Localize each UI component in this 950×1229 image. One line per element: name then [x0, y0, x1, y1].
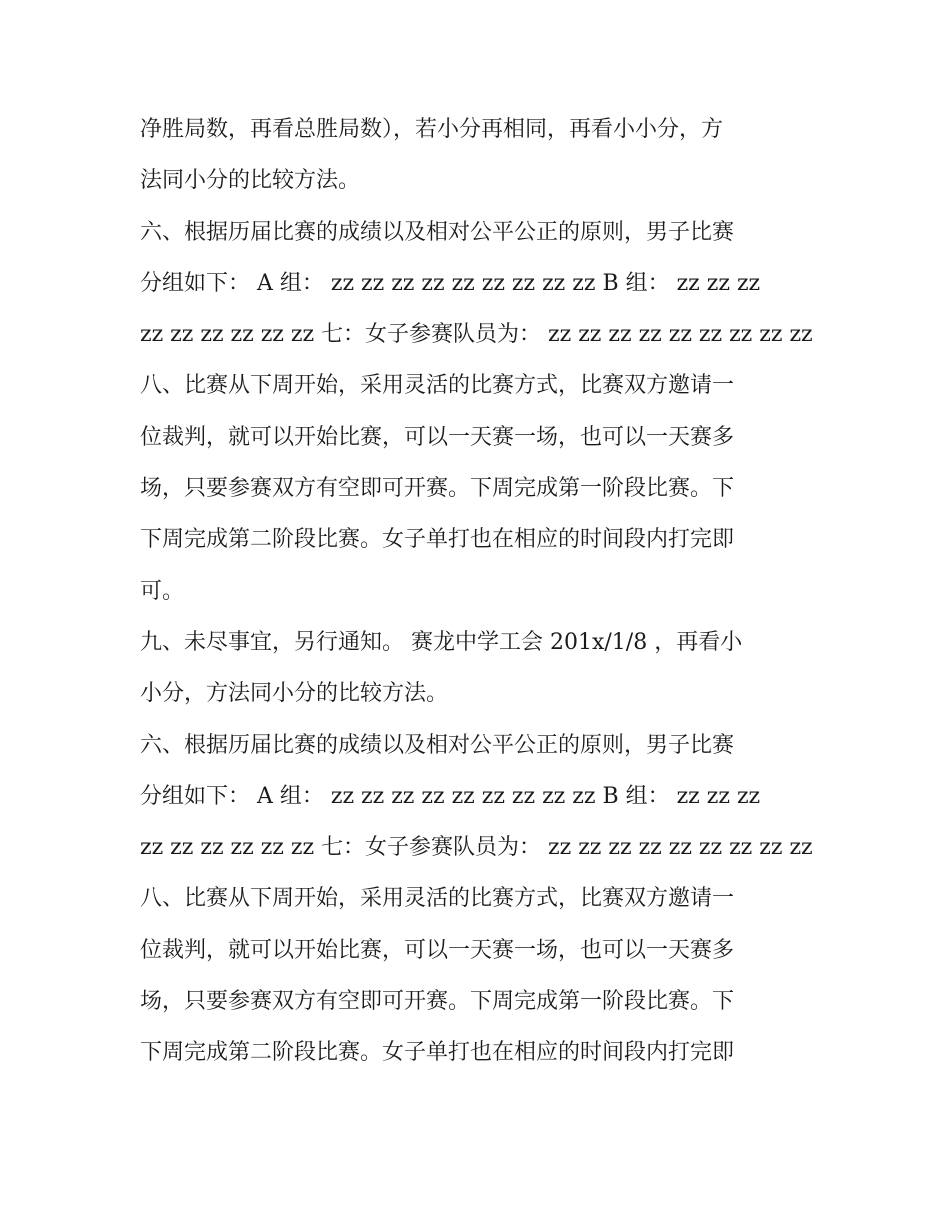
text-line: 场，只要参赛双方有空即可开赛。下周完成第一阶段比赛。下 — [140, 476, 735, 502]
text-line: 分组如下： A 组： zz zz zz zz zz zz zz zz zz B 组： zz zz zz — [140, 783, 761, 809]
text-line: 下周完成第二阶段比赛。女子单打也在相应的时间段内打完即 — [140, 527, 735, 553]
text-line: 法同小分的比较方法。 — [140, 168, 361, 194]
body-text — [140, 104, 815, 1079]
text-line: zz zz zz zz zz zz 七：女子参赛队员为： zz zz zz zz zz zz zz zz zz — [140, 322, 813, 348]
text-line: 可。 — [140, 578, 185, 604]
text-line: 小分，方法同小分的比较方法。 — [140, 681, 449, 707]
text-line: 分组如下： A 组： zz zz zz zz zz zz zz zz zz B 组： zz zz zz — [140, 270, 761, 296]
text-line: 位裁判，就可以开始比赛，可以一天赛一场，也可以一天赛多 — [140, 424, 735, 450]
text-line: 下周完成第二阶段比赛。女子单打也在相应的时间段内打完即 — [140, 1040, 735, 1066]
text-line: 八、比赛从下周开始，采用灵活的比赛方式，比赛双方邀请一 — [140, 373, 735, 399]
text-line: 六、根据历届比赛的成绩以及相对公平公正的原则，男子比赛 — [140, 732, 735, 758]
text-line: 八、比赛从下周开始，采用灵活的比赛方式，比赛双方邀请一 — [140, 886, 735, 912]
text-line: 净胜局数，再看总胜局数），若小分再相同，再看小小分，方 — [140, 117, 724, 142]
text-line: zz zz zz zz zz zz 七：女子参赛队员为： zz zz zz zz zz zz zz zz zz — [140, 835, 813, 861]
text-line: 九、未尽事宜，另行通知。 赛龙中学工会 201x/1/8 ，再看小 — [140, 629, 743, 655]
text-line: 位裁判，就可以开始比赛，可以一天赛一场，也可以一天赛多 — [140, 937, 735, 963]
text-line: 六、根据历届比赛的成绩以及相对公平公正的原则，男子比赛 — [140, 219, 735, 245]
text-line: 场，只要参赛双方有空即可开赛。下周完成第一阶段比赛。下 — [140, 989, 735, 1015]
